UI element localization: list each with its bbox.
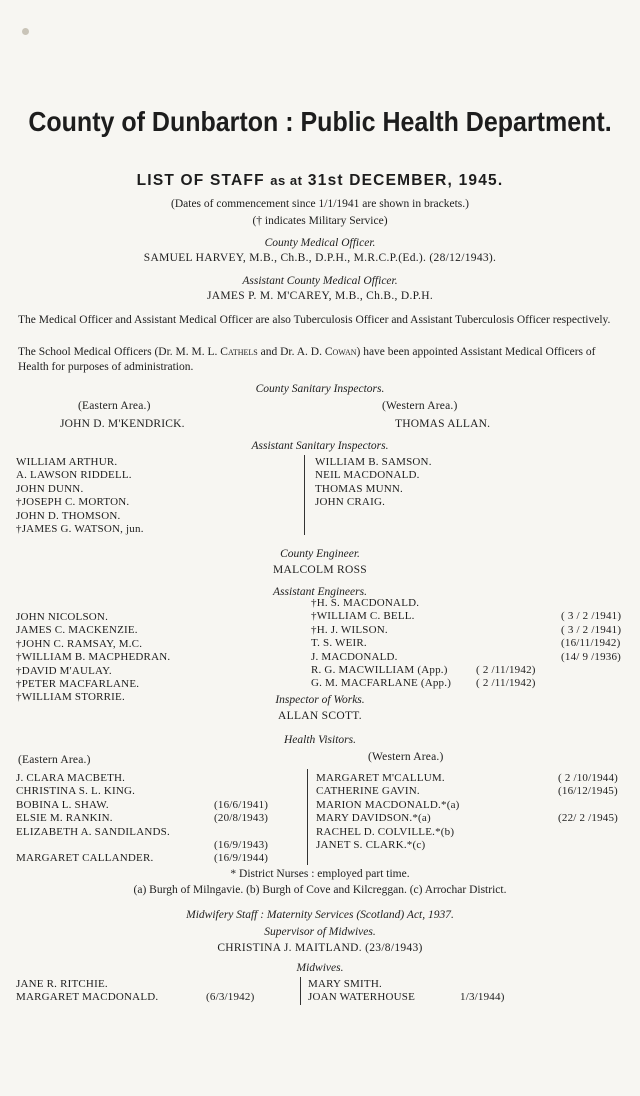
cmo-heading: County Medical Officer.	[264, 237, 376, 249]
list-item: ELSIE M. RANKIN. (20/8/1943)	[16, 812, 269, 825]
hv-east-label: (Eastern Area.)	[18, 754, 91, 766]
list-item: †WILLIAM C. BELL. ( 3 / 2 /1941)	[311, 610, 622, 623]
engineer-heading: County Engineer.	[280, 548, 360, 560]
hv-west-list	[316, 772, 634, 852]
list-item: JANET S. CLARK.*(c)	[316, 838, 426, 851]
list-item: †H. S. MACDONALD.	[311, 597, 420, 609]
asi-left-list	[16, 456, 144, 536]
divider	[307, 769, 308, 865]
list-item: NEIL MACDONALD.	[315, 469, 420, 482]
list-item: †WILLIAM B. MACPHEDRAN.	[16, 651, 171, 664]
inspector-heading: Inspector of Works.	[275, 694, 365, 706]
list-item: MARGARET MACDONALD. (6/3/1942)	[16, 991, 255, 1004]
asi-right-list	[315, 456, 432, 510]
list-item: JOHN NICOLSON.	[16, 611, 109, 623]
csi-west-label: (Western Area.)	[382, 400, 458, 412]
staff-list-heading: LIST OF STAFF as at 31st DECEMBER, 1945.	[136, 172, 504, 189]
list-item: MARGARET CALLANDER. (16/9/1944)	[16, 852, 269, 865]
csi-west-name: THOMAS ALLAN.	[395, 418, 491, 430]
list-item: ELIZABETH A. SANDILANDS.	[16, 825, 170, 838]
list-item: †JOHN C. RAMSAY, M.C.	[16, 637, 143, 650]
list-item: (16/9/1943)	[214, 838, 269, 851]
midwives-right-list	[308, 978, 628, 1005]
list-item: THOMAS MUNN.	[315, 482, 403, 495]
list-item: A. LAWSON RIDDELL.	[16, 469, 132, 482]
list-item: G. M. MACFARLANE (App.) ( 2 /11/1942)	[311, 677, 536, 690]
military-note: († indicates Military Service)	[252, 215, 388, 227]
list-item: J. MACDONALD. (14/ 9 /1936)	[311, 650, 622, 663]
divider	[304, 455, 305, 535]
inspector-name: ALLAN SCOTT.	[278, 710, 362, 722]
list-item: T. S. WEIR. (16/11/1942)	[311, 637, 621, 650]
list-item: CATHERINE GAVIN. (16/12/1945)	[316, 785, 618, 798]
midwives-left-list	[16, 978, 316, 1005]
list-item: †WILLIAM STORRIE.	[16, 691, 125, 704]
list-item: WILLIAM B. SAMSON.	[315, 456, 432, 468]
list-item: WILLIAM ARTHUR.	[16, 456, 118, 468]
asi-heading: Assistant Sanitary Inspectors.	[251, 440, 389, 452]
list-item: CHRISTINA S. L. KING.	[16, 785, 136, 798]
page-title: County of Dunbarton : Public Health Department.	[28, 106, 612, 138]
csi-east-label: (Eastern Area.)	[78, 400, 151, 412]
midwifery-heading: Midwifery Staff : Maternity Services (Scotland) Act, 1937.	[186, 909, 454, 921]
hv-heading: Health Visitors.	[284, 734, 356, 746]
list-item: JANE R. RITCHIE.	[16, 978, 108, 990]
cmo-name: SAMUEL HARVEY, M.B., Ch.B., D.P.H., M.R.C.P.(Ed.). (28/12/1943).	[143, 252, 497, 264]
dates-note: (Dates of commencement since 1/1/1941 are shown in brackets.)	[171, 198, 469, 210]
burghs-note: (a) Burgh of Milngavie. (b) Burgh of Cove and Kilcreggan. (c) Arrochar District.	[133, 884, 507, 896]
csi-east-name: JOHN D. M'KENDRICK.	[60, 418, 185, 430]
acmo-name: JAMES P. M. M'CAREY, M.B., Ch.B., D.P.H.	[206, 290, 434, 302]
divider	[300, 977, 301, 1005]
list-item: J. CLARA MACBETH.	[16, 772, 126, 784]
list-item: MARY DAVIDSON.*(a) (22/ 2 /1945)	[316, 812, 619, 825]
asst-eng-heading: Assistant Engineers.	[273, 586, 367, 598]
school-officers-paragraph: The School Medical Officers (Dr. M. M. L. Cathels and Dr. A. D. Cowan) have been appointed Assistant Medical Officers of Health for purposes of administration.	[18, 346, 596, 373]
list-item: MARION MACDONALD.*(a)	[316, 798, 460, 811]
csi-heading: County Sanitary Inspectors.	[255, 383, 385, 395]
list-item: JOHN D. THOMSON.	[16, 509, 121, 522]
hv-west-label: (Western Area.)	[368, 751, 444, 763]
list-item: †H. J. WILSON. ( 3 / 2 /1941)	[311, 623, 622, 636]
list-item: MARGARET M'CALLUM. ( 2 /10/1944)	[316, 772, 619, 784]
hv-east-list	[16, 772, 306, 866]
page-mark	[22, 28, 29, 35]
supervisor-heading: Supervisor of Midwives.	[264, 926, 376, 938]
list-item: MARY SMITH.	[308, 978, 382, 990]
asst-eng-left-list	[16, 611, 170, 705]
supervisor-name: CHRISTINA J. MAITLAND. (23/8/1943)	[217, 942, 423, 954]
list-item: JOHN CRAIG.	[315, 496, 386, 509]
list-item: JOAN WATERHOUSE 1/3/1944)	[308, 991, 505, 1004]
list-item: †JAMES G. WATSON, jun.	[16, 522, 144, 535]
asst-eng-right-list	[311, 597, 631, 691]
list-item: JAMES C. MACKENZIE.	[16, 624, 138, 637]
midwives-heading: Midwives.	[296, 962, 344, 974]
list-item: JOHN DUNN.	[16, 482, 84, 495]
list-item: †DAVID M'AULAY.	[16, 664, 112, 677]
list-item: †PETER MACFARLANE.	[16, 677, 140, 690]
list-item: BOBINA L. SHAW. (16/6/1941)	[16, 798, 269, 811]
list-item: RACHEL D. COLVILLE.*(b)	[316, 825, 455, 838]
list-item: R. G. MACWILLIAM (App.) ( 2 /11/1942)	[311, 663, 536, 676]
list-item: †JOSEPH C. MORTON.	[16, 496, 130, 509]
acmo-heading: Assistant County Medical Officer.	[242, 275, 398, 287]
district-nurses-footnote: * District Nurses : employed part time.	[230, 868, 410, 880]
engineer-name: MALCOLM ROSS	[272, 564, 368, 576]
tuberculosis-paragraph: The Medical Officer and Assistant Medical Officer are also Tuberculosis Officer and Assistant Tuberculosis Officer respectively.	[18, 314, 611, 326]
